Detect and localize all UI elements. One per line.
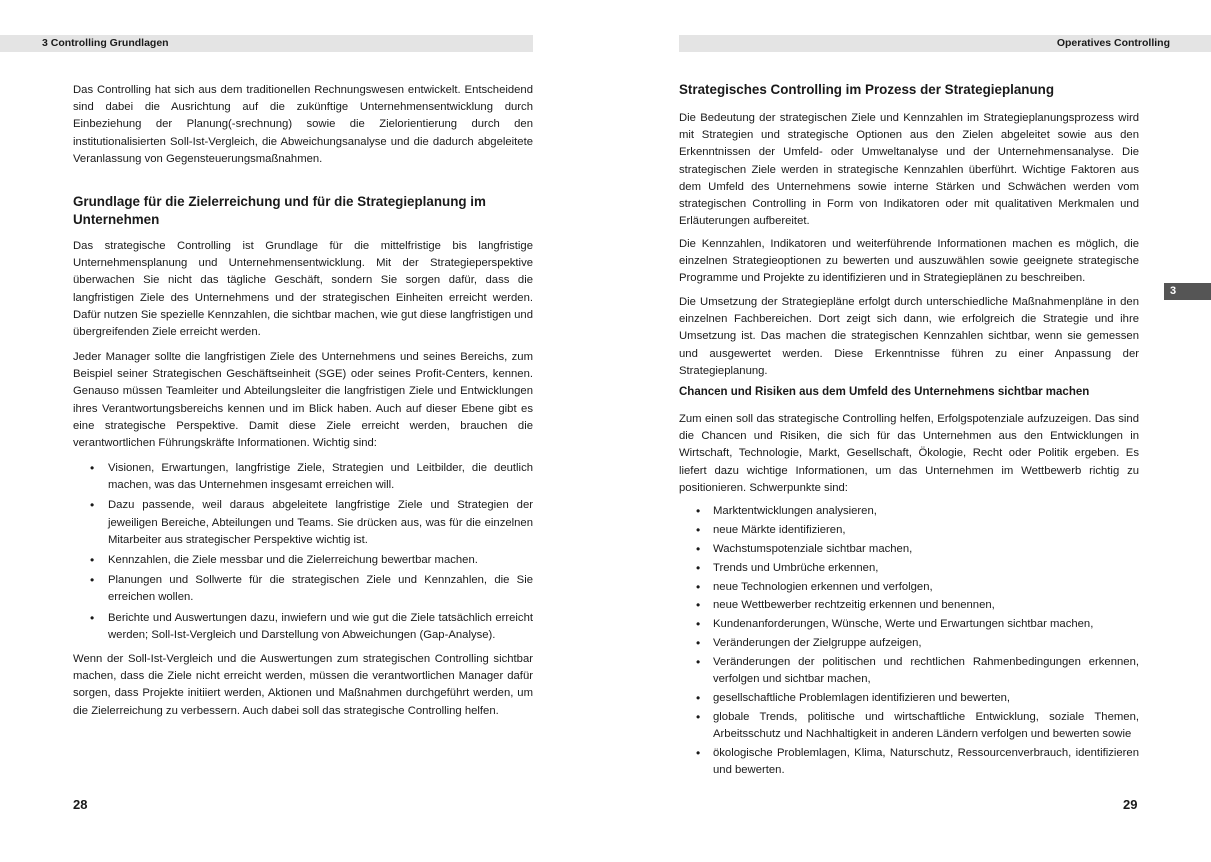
list-item: • Planungen und Sollwerte für die strategischen Ziele und Kennzahlen, die Sie erreichen wollen. [73, 572, 533, 606]
section-heading: Strategisches Controlling im Prozess der Strategieplanung [679, 82, 1055, 97]
paragraph-3: Die Umsetzung der Strategiepläne erfolgt durch unterschiedliche Maßnahmenpläne in den einzelnen Fachbereichen. Dort zeigt sich dann, wie erfolgreich die Strategie und ihre Umsetzung ist. Das machen die strategischen Kennzahlen sichtbar, wenn sie gemessen und ausgewertet werden. Diese Erkenntnisse führen zu einer Anpassung der Strategieplanung. [679, 296, 1139, 377]
paragraph-2: Die Kennzahlen, Indikatoren und weiterführende Informationen machen es möglich, die einzelnen Strategieoptionen zu bewerten und auszuwählen sowie geeignete strategische Programme und Projekte zu identifizieren und in Strategieplänen zu beschreiben. [679, 238, 1139, 285]
list-item: • Visionen, Erwartungen, langfristige Ziele, Strategien und Leitbilder, die deutlich machen, was das Unternehmen insgesamt erreichen will. [73, 460, 533, 494]
list-item: • neue Märkte identifizieren, [679, 522, 1139, 539]
sub-heading: Chancen und Risiken aus dem Umfeld des Unternehmens sichtbar machen [679, 386, 1090, 398]
right-running-header [679, 35, 1211, 52]
section-heading: Grundlage für die Zielerreichung und für die Strategieplanung im Unternehmen [73, 194, 486, 227]
page-number-left: 28 [73, 797, 88, 812]
list-item: • Kundenanforderungen, Wünsche, Werte und Erwartungen sichtbar machen, [679, 616, 1139, 633]
paragraph-3: Wenn der Soll-Ist-Vergleich und die Auswertungen zum strategischen Controlling sichtbar machen, dass die Ziele nicht erreicht werden, müssen die verantwortlichen Manager dafür sorgen, dass Projekte initiiert werden, Aktionen und Maßnahmen durchgeführt werden, um die Zielerreichung zu verbessern. Auch dabei soll das strategische Controlling helfen. [73, 653, 533, 717]
list-item: • neue Technologien erkennen und verfolgen, [679, 579, 1139, 596]
left-header-text: 3 Controlling Grundlagen [42, 37, 169, 49]
left-running-header [0, 35, 533, 52]
list-item: • Kennzahlen, die Ziele messbar und die Zielerreichung bewertbar machen. [73, 552, 533, 569]
paragraph-1: Die Bedeutung der strategischen Ziele und Kennzahlen im Strategieplanungsprozess wird mit Strategien und strategische Optionen aus den Zielen abgeleitet sowie aus den Erkenntnissen der Umfeld- oder Umweltanalyse und der Unternehmensanalyse. Die strategischen Ziele werden in strategische Kennzahlen überführt. Wichtige Faktoren aus dem Umfeld des Unternehmens sowie interne Stärken und Schwächen werden vom strategischen Controlling in Form von Indikatoren oder mit qualitativen Merkmalen und Erläuterungen aufbereitet. [679, 112, 1139, 228]
page-number-right: 29 [1123, 797, 1138, 812]
list-item: • Trends und Umbrüche erkennen, [679, 560, 1139, 577]
paragraph-1: Das strategische Controlling ist Grundlage für die mittelfristige bis langfristige Unternehmensplanung und Unternehmensentwicklung. Mit der Strategieperspektive überwachen Sie nicht das tägliche Geschäft, sondern Sie sorgen dafür, dass die langfristigen Ziele des Unternehmens und der strategischen Einheiten erreicht werden. Dafür nutzen Sie spezielle Kennzahlen, die sichtbar machen, wie gut diese langfristigen und übergreifenden Ziele erreicht werden. [73, 240, 533, 339]
list-item: • neue Wettbewerber rechtzeitig erkennen und benennen, [679, 597, 1139, 614]
list-item: • gesellschaftliche Problemlagen identifizieren und bewerten, [679, 690, 1139, 707]
intro-paragraph: Das Controlling hat sich aus dem traditionellen Rechnungswesen entwickelt. Entscheidend sind dabei die Ausrichtung auf die zukünftige Unternehmensentwicklung durch Einbeziehung der Planung(-srechnung) sowie die Zielorientierung durch den institutionalisierten Soll-Ist-Vergleich, die Abweichungsanalyse und die dadurch abgeleitete Veranlassung von Gegensteuerungsmaßnahmen. [73, 84, 533, 165]
list-item: • Marktentwicklungen analysieren, [679, 503, 1139, 520]
paragraph-4: Zum einen soll das strategische Controlling helfen, Erfolgspotenziale aufzuzeigen. Das sind die Chancen und Risiken, die sich für das Unternehmen aus den Entwicklungen in Wirtschaft, Technologie, Markt, Gesellschaft, Ökologie, Recht oder Politik ergeben. Es liefert dazu wichtige Informationen, um das Unternehmen im Wettbewerb richtig zu positionieren. Schwerpunkte sind: [679, 413, 1139, 494]
list-item: • Berichte und Auswertungen dazu, inwiefern und wie gut die Ziele tatsächlich erreicht werden; Soll-Ist-Vergleich und Darstellung von Abweichungen (Gap-Analyse). [73, 610, 533, 644]
list-item: • Veränderungen der politischen und rechtlichen Rahmenbedingungen erkennen, verfolgen und sichtbar machen, [679, 654, 1139, 688]
list-item: • Wachstumspotenziale sichtbar machen, [679, 541, 1139, 558]
list-item: • Veränderungen der Zielgruppe aufzeigen, [679, 635, 1139, 652]
paragraph-2: Jeder Manager sollte die langfristigen Ziele des Unternehmens und seines Bereichs, zum Beispiel seiner Strategischen Geschäftseinheit (SGE) oder seines Profit-Centers, kennen. Genauso müssen Teamleiter und Abteilungsleiter die langfristigen Ziele und Entwicklungen ihres Verantwortungsbereichs kennen und im Blick haben. Auch auf dieser Ebene gibt es eine strategische Perspektive. Damit diese Ziele erreicht werden, brauchen die verantwortlichen Führungskräfte Informationen. Wichtig sind: [73, 351, 533, 450]
list-item: • Dazu passende, weil daraus abgeleitete langfristige Ziele und Strategien der jeweiligen Bereiche, Abteilungen und Teams. Sie drücken aus, was für die einzelnen Mitarbeiter aus strategischer Perspektive wichtig ist. [73, 497, 533, 549]
list-item: • globale Trends, politische und wirtschaftliche Entwicklung, soziale Themen, Arbeitsschutz und Nachhaltigkeit in anderen Ländern verfolgen und bewerten sowie [679, 709, 1139, 743]
bullet-list [679, 503, 1139, 780]
right-header-text: Operatives Controlling [1056, 37, 1170, 49]
chapter-tab: 3 [1164, 283, 1211, 300]
bullet-list [73, 460, 533, 644]
list-item: • ökologische Problemlagen, Klima, Naturschutz, Ressourcenverbrauch, identifizieren und bewerten. [679, 745, 1139, 779]
